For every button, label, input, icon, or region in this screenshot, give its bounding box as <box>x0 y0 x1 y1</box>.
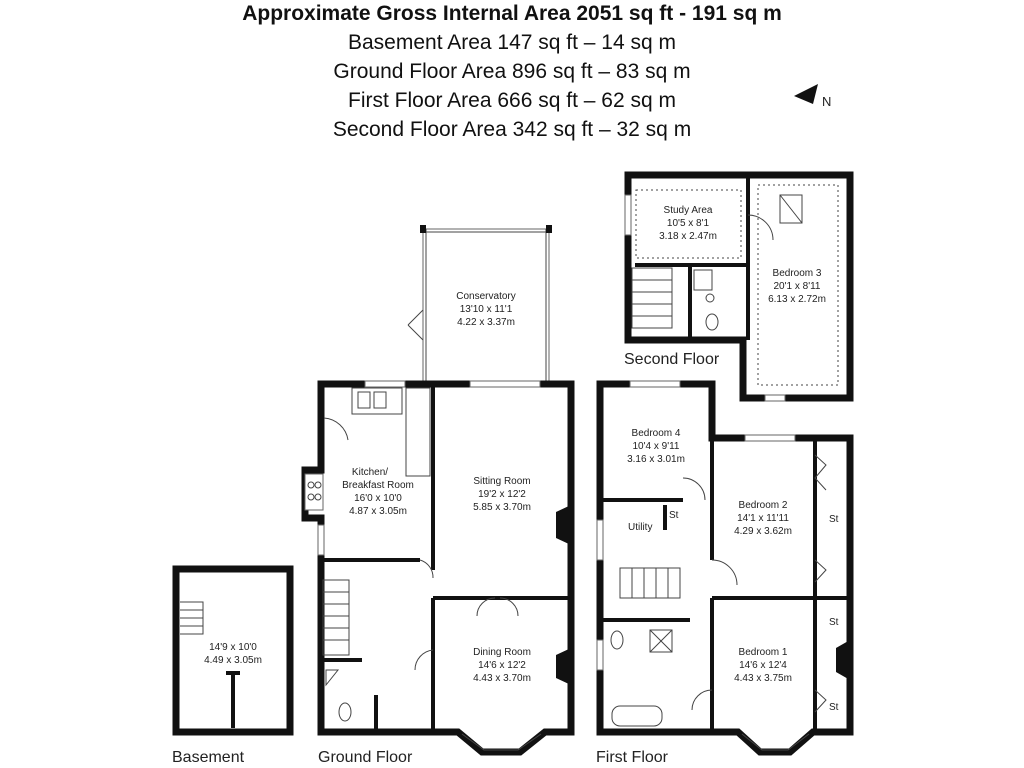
study-area-imperial: 10'5 x 8'1 <box>666 218 710 229</box>
kitchen-metric: 4.87 x 3.05m <box>349 506 407 517</box>
study-area-metric: 3.18 x 2.47m <box>659 231 717 242</box>
dining-room-name: Dining Room <box>473 647 531 658</box>
storage-label-bedroom1-bottom: St <box>829 702 839 713</box>
bedroom1-imperial: 14'6 x 12'4 <box>739 660 787 671</box>
bedroom2-metric: 4.29 x 3.62m <box>734 526 792 537</box>
compass-north-label: N <box>822 94 832 109</box>
bedroom4-metric: 3.16 x 3.01m <box>627 454 685 465</box>
kitchen-imperial: 16'0 x 10'0 <box>354 493 402 504</box>
bedroom3-metric: 6.13 x 2.72m <box>768 294 826 305</box>
area-title: Approximate Gross Internal Area 2051 sq ft - 191 sq m <box>242 2 782 25</box>
bedroom3-name: Bedroom 3 <box>772 268 822 279</box>
ground-stairs-icon <box>323 580 349 655</box>
bedroom1-metric: 4.43 x 3.75m <box>734 673 792 684</box>
conservatory-metric: 4.22 x 3.37m <box>457 317 515 328</box>
bedroom2-name: Bedroom 2 <box>738 500 788 511</box>
conservatory-name: Conservatory <box>456 291 516 302</box>
storage-label-bedroom1-top: St <box>829 617 839 628</box>
dining-room-metric: 4.43 x 3.70m <box>473 673 531 684</box>
floor-label-ground: Ground Floor <box>318 749 413 766</box>
second-floor-stairs-icon <box>632 268 672 328</box>
storage-label-bedroom2: St <box>829 514 839 525</box>
storage-label-utility: St <box>669 510 679 521</box>
basement-area-line: Basement Area 147 sq ft – 14 sq m <box>347 31 677 54</box>
basement-stairs-icon <box>180 602 203 634</box>
first-floor-area-line: First Floor Area 666 sq ft – 62 sq m <box>348 89 676 112</box>
floor-label-second: Second Floor <box>624 351 720 368</box>
bedroom2-imperial: 14'1 x 11'11 <box>737 513 789 524</box>
utility-name: Utility <box>628 522 653 533</box>
sitting-room-imperial: 19'2 x 12'2 <box>478 489 526 500</box>
basement-plan <box>176 569 290 732</box>
dining-room-imperial: 14'6 x 12'2 <box>478 660 526 671</box>
bedroom4-imperial: 10'4 x 9'11 <box>632 441 680 452</box>
bedroom1-name: Bedroom 1 <box>738 647 788 658</box>
floor-label-first: First Floor <box>596 749 668 766</box>
basement-room-imperial: 14'9 x 10'0 <box>209 642 257 653</box>
compass-icon <box>794 84 831 109</box>
basement-room-metric: 4.49 x 3.05m <box>204 655 262 666</box>
ground-floor-area-line: Ground Floor Area 896 sq ft – 83 sq m <box>333 60 691 83</box>
bedroom3-imperial: 20'1 x 8'11 <box>773 281 821 292</box>
floor-label-basement: Basement <box>172 749 245 766</box>
first-floor-plan <box>597 381 850 752</box>
conservatory-imperial: 13'10 x 11'1 <box>459 304 513 315</box>
first-floor-stairs-icon <box>620 568 680 598</box>
second-floor-area-line: Second Floor Area 342 sq ft – 32 sq m <box>332 118 692 141</box>
ground-floor-plan <box>305 225 571 752</box>
bedroom4-name: Bedroom 4 <box>631 428 681 439</box>
sitting-room-name: Sitting Room <box>473 476 531 487</box>
sitting-room-metric: 5.85 x 3.70m <box>473 502 531 513</box>
study-area-name: Study Area <box>663 205 713 216</box>
kitchen-name-line1: Kitchen/ <box>351 467 389 478</box>
kitchen-name-line2: Breakfast Room <box>342 480 414 491</box>
